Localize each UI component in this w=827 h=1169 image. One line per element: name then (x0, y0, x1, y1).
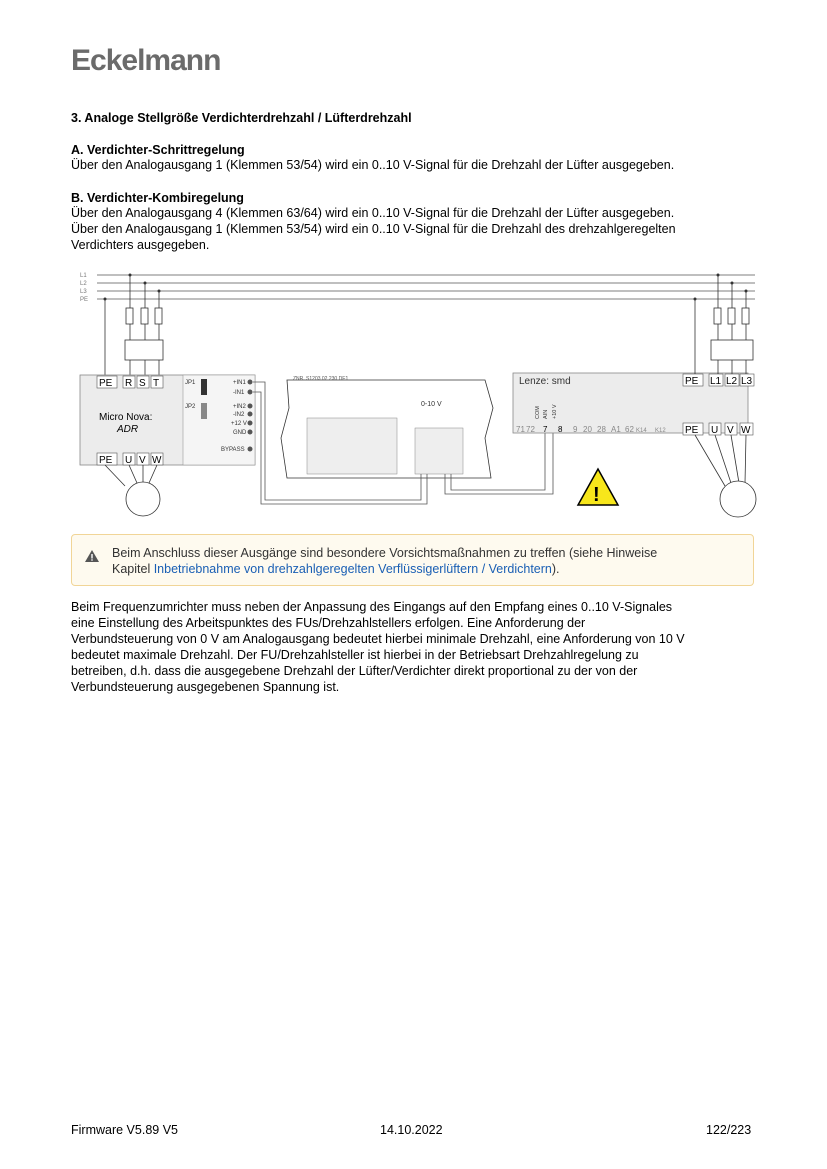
lenze-pin: AIN (543, 409, 549, 419)
left-terminal-pe-out: PE (99, 455, 113, 466)
bus-label: L3 (80, 289, 87, 295)
left-terminal-pe: PE (99, 378, 113, 389)
notice-text-line2: Kapitel Inbetriebnahme von drehzahlgeregelten Verflüssigerlüftern / Verdichtern). (112, 562, 560, 576)
subsection-b-line: Über den Analogausgang 1 (Klemmen 53/54) wird ein 0..10 V-Signal für die Drehzahl des drehzahlgeregelten (71, 222, 676, 236)
in-label: BYPASS (221, 447, 245, 453)
in-label: +12 V (231, 421, 247, 427)
subsection-b-line: Verdichters ausgegeben. (71, 238, 210, 252)
right-terminal-pe: PE (685, 376, 699, 387)
left-device-model: ADR (117, 424, 139, 435)
left-terminal-v: V (139, 455, 146, 466)
lenze-terminal: 71 (516, 425, 525, 434)
right-terminal-l1: L1 (710, 376, 722, 387)
lenze-pin: +10 V (552, 404, 558, 419)
bus-label: L2 (80, 281, 87, 287)
body-line: Verbundsteuerung ausgegebenen Spannung ist. (71, 680, 340, 694)
in-label: -IN2 (233, 412, 245, 418)
lenze-terminal: A1 (611, 425, 621, 434)
wiring-diagram (75, 268, 760, 523)
body-line: betreiben, d.h. dass die ausgegebene Drehzahl der Lüfter/Verdichter direkt proportional zu der von der (71, 664, 638, 678)
jp2-label: JP2 (185, 404, 196, 410)
right-terminal-l2: L2 (726, 376, 738, 387)
body-paragraph (71, 599, 771, 695)
right-terminal-pe-out: PE (685, 425, 699, 436)
lenze-terminal: 20 (583, 425, 592, 434)
notice-text: Beim Anschluss dieser Ausgänge sind besondere Vorsichtsmaßnahmen zu treffen (siehe Hinweise (112, 546, 658, 560)
lenze-terminal: K12 (655, 428, 666, 434)
lenze-label: Lenze: smd (519, 376, 571, 387)
subsection-b-line: Über den Analogausgang 4 (Klemmen 63/64) wird ein 0..10 V-Signal für die Drehzahl der Lüfter ausgegeben. (71, 206, 675, 220)
left-terminal-r: R (125, 378, 133, 389)
in-label: +IN1 (233, 380, 246, 386)
lenze-terminal: K14 (636, 428, 647, 434)
footer-date: 14.10.2022 (380, 1123, 443, 1137)
subsection-b-text (71, 205, 771, 253)
left-terminal-t: T (153, 378, 160, 389)
bus-label: L1 (80, 273, 87, 279)
right-terminal-l3: L3 (741, 376, 753, 387)
footer-page: 122/223 (706, 1123, 752, 1137)
left-terminal-u: U (125, 455, 133, 466)
body-line: Beim Frequenzumrichter muss neben der Anpassung des Eingangs auf den Empfang eines 0..10 V-Signales (71, 600, 673, 614)
company-logo: Eckelmann (71, 44, 221, 77)
right-terminal-w: W (741, 425, 751, 436)
right-terminal-u: U (711, 425, 719, 436)
left-terminal-w: W (152, 455, 162, 466)
lenze-terminal: 9 (573, 425, 578, 434)
lenze-terminal: 7 (543, 425, 548, 434)
in-label: +IN2 (233, 404, 246, 410)
body-line: Verbundsteuerung von 0 V am Analogausgang bedeutet hierbei minimale Drehzahl, eine Anforderung von 10 V (71, 632, 685, 646)
body-line: bedeutet maximale Drehzahl. Der FU/Drehzahlsteller ist hierbei in der Betriebsart Drehzahlregelung zu (71, 648, 639, 662)
in-label: -IN1 (233, 390, 245, 396)
warning-icon (84, 549, 100, 563)
lenze-terminal: 72 (526, 425, 535, 434)
right-terminal-v: V (727, 425, 734, 436)
lenze-terminal: 8 (558, 425, 563, 434)
footer-firmware: Firmware V5.89 V5 (71, 1123, 178, 1137)
bus-label: PE (80, 297, 89, 303)
subsection-a-text: Über den Analogausgang 1 (Klemmen 53/54) wird ein 0..10 V-Signal für die Drehzahl der Lüfter ausgegeben. (71, 158, 675, 172)
subsection-b-title: B. Verdichter-Kombiregelung (71, 191, 244, 205)
warning-symbol: ! (593, 484, 600, 506)
left-terminal-s: S (139, 378, 146, 389)
board-id: ZNR. S1203 02 230 DE1 (293, 376, 349, 382)
voltage-label: 0-10 V (421, 401, 442, 408)
lenze-pin: COM (535, 406, 541, 419)
caution-notice (71, 534, 754, 586)
jp1-label: JP1 (185, 380, 196, 386)
notice-link[interactable]: Inbetriebnahme von drehzahlgeregelten Verflüssigerlüftern / Verdichtern (153, 562, 552, 576)
lenze-terminal: 28 (597, 425, 606, 434)
lenze-terminal: 62 (625, 425, 634, 434)
body-line: eine Einstellung des Arbeitspunktes des FUs/Drehzahlstellers erfolgen. Eine Anforderung der (71, 616, 586, 630)
subsection-a-title: A. Verdichter-Schrittregelung (71, 143, 245, 157)
in-label: GND (233, 430, 247, 436)
left-device-label: Micro Nova: (99, 412, 153, 423)
section-title: 3. Analoge Stellgröße Verdichterdrehzahl / Lüfterdrehzahl (71, 111, 412, 125)
